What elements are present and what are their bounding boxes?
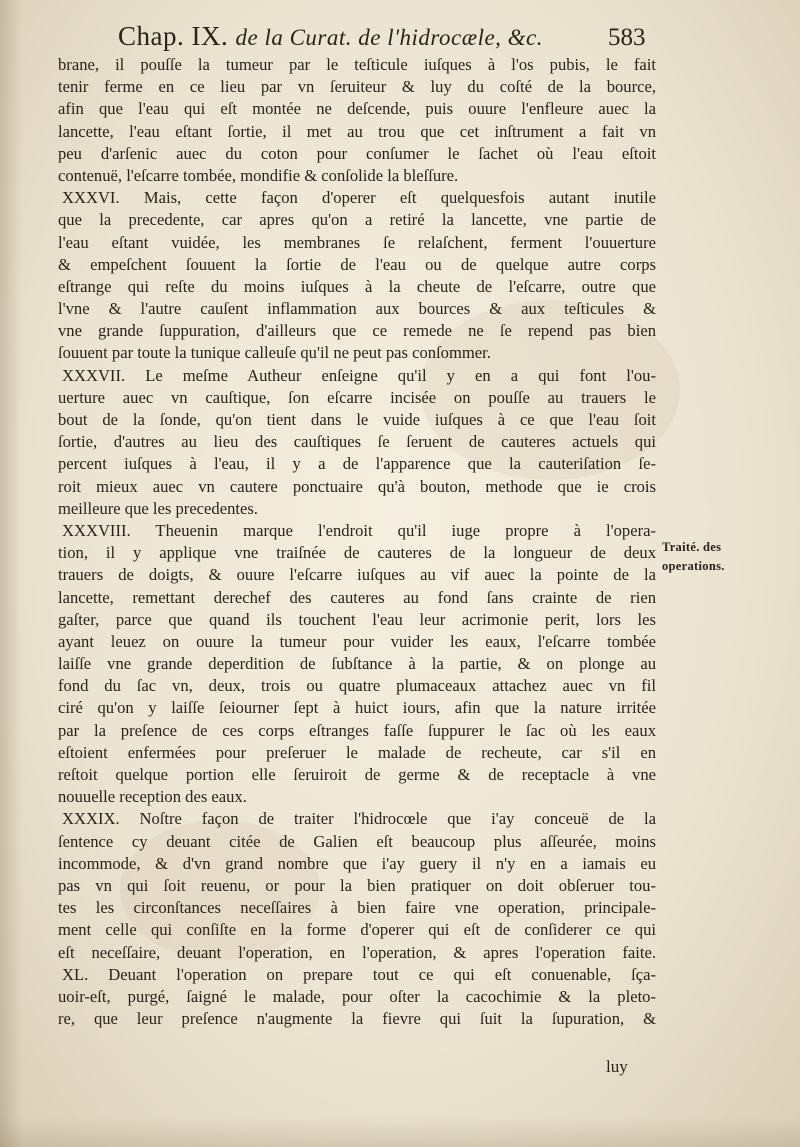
text-line: afin que l'eau qui eſt montée ne deſcende, puis ouure l'enfleure auec la: [58, 99, 656, 119]
text-line: uoir-eſt, purgé, ſaigné le malade, pour oſter la cacochimie & la pleto-: [58, 986, 656, 1006]
text-line: lancette, remettant derechef des cauteres au fond ſans crainte de rien: [58, 587, 656, 607]
text-line: percent iuſques à l'eau, il y a de l'apparence que la cauteriſation ſe-: [58, 454, 656, 474]
text-line: eſtoient enfermées pour preſeruer le malade de recheute, car s'il en: [58, 742, 656, 762]
chapter-label: Chap. IX.: [118, 21, 229, 51]
text-line: ment celle qui conſiſte en la forme d'operer qui eſt de conſiderer ce qui: [58, 920, 656, 940]
page-bottom-shadow: [0, 1117, 800, 1147]
text-line: lancette, l'eau eſtant ſortie, il met au trou que cet inſtrument a fait vn: [58, 121, 656, 141]
text-line: re, que leur preſence n'augmente la fievre qui ſuit la ſupuration, &: [58, 1009, 656, 1029]
text-line: tes les circonſtances neceſſaires à bien faire vne operation, principale-: [58, 898, 656, 918]
text-line: vne grande ſuppuration, d'ailleurs que ce remede ne ſe repend pas bien: [58, 321, 656, 341]
catchword: luy: [606, 1057, 628, 1076]
text-line: laiſſe vne grande deperdition de ſubſtance à la partie, & on plonge au: [58, 654, 656, 674]
text-line: XL. Deuant l'operation on prepare tout ce qui eſt conuenable, ſça-: [62, 964, 656, 984]
text-line: nouuelle reception des eaux.: [58, 787, 247, 807]
text-line: tion, il y applique vne traiſnée de cauteres de la longueur de deux: [58, 543, 656, 563]
text-line: gaſter, parce que quand ils touchent l'eau leur acrimonie perit, lors les: [58, 609, 656, 629]
text-line: fond du ſac vn, deux, trois ou quatre plumaceaux attachez auec vn fil: [58, 676, 656, 696]
text-line: trauers de doigts, & ouure l'eſcarre iuſques au vif auec la pointe de la: [58, 565, 656, 585]
text-line: incommode, & d'vn grand nombre que i'ay guery il n'y en a iamais eu: [58, 853, 656, 873]
text-line: ciré qu'on y laiſſe ſeiourner ſept à huict iours, afin que la nature irritée: [58, 698, 656, 718]
text-line: XXXVIII. Theuenin marque l'endroit qu'il iuge propre à l'opera-: [62, 520, 656, 540]
page-gutter-shadow: [0, 0, 22, 1147]
text-line: brane, il pouſſe la tumeur par le teſticule iuſques à l'os pubis, le fait: [58, 55, 656, 74]
text-line: ſouuent par toute la tunique calleuſe qu'il ne peut pas conſommer.: [58, 343, 491, 363]
text-line: ayant leuez on ouure la tumeur pour vuider les eaux, l'eſcarre tombée: [58, 631, 656, 651]
text-line: roit mieux auec vn cautere ponctuaire qu'à bouton, methode que ie crois: [58, 476, 656, 496]
text-line: XXXVI. Mais, cette façon d'operer eſt quelquesfois autant inutile: [62, 188, 656, 208]
text-line: l'vne & l'autre cauſent inflammation aux bources & aux teſticules &: [58, 299, 656, 319]
text-line: & empeſchent ſouuent la ſortie de l'eau ou de quelque autre corps: [58, 254, 656, 274]
text-line: uerture auec vn cauſtique, ſon eſcarre incisée on pouſſe au trauers le: [58, 387, 656, 407]
text-line: meilleure que les precedentes.: [58, 498, 258, 518]
text-line: reſtoit quelque portion elle ſeruiroit de germe & de receptacle à vne: [58, 765, 656, 784]
running-head: [118, 16, 638, 56]
chapter-title: de la Curat. de l'hidrocæle, &c.: [235, 25, 544, 50]
text-line: pas vn qui ſoit reuenu, or pour la bien pratiquer on doit obſeruer tou-: [58, 875, 656, 895]
text-line: XXXVII. Le meſme Autheur enſeigne qu'il y en a qui font l'ou-: [62, 365, 656, 385]
page-number: 583: [608, 24, 646, 51]
margin-note-line: Traité. des: [662, 540, 722, 554]
text-line: bout de la ſonde, qu'on tient dans le vuide iuſques à ce que l'eau ſoit: [58, 410, 656, 429]
text-line: par la preſence de ces corps eſtranges faſſe ſuppurer le ſac où les eaux: [58, 720, 656, 740]
text-line: contenuë, l'eſcarre tombée, mondifie & conſolide la bleſſure.: [58, 165, 459, 185]
text-line: que la precedente, car apres qu'on a retiré la lancette, vne partie de: [58, 210, 656, 230]
text-line: l'eau eſtant vuidée, les membranes ſe relaſchent, ferment l'ouuerture: [58, 232, 656, 252]
margin-note-line: operations.: [662, 559, 725, 573]
margin-note: [662, 538, 725, 576]
text-line: ſentence cy deuant citée de Galien eſt beaucoup plus aſſeurée, moins: [58, 831, 656, 851]
text-line: tenir ferme en ce lieu par vn ſeruiteur & luy du coſté de la bource,: [58, 77, 656, 97]
text-line: eſt neceſſaire, deuant l'operation, en l'operation, & apres l'operation faite.: [58, 942, 656, 962]
text-line: peu d'arſenic auec du coton pour conſumer le ſachet où l'eau eſtoit: [58, 143, 656, 163]
body-text: [58, 54, 656, 1030]
text-line: eſtrange qui reſte du moins iuſques à la cheute de l'eſcarre, outre que: [58, 276, 656, 296]
text-line: ſortie, d'autres au lieu des cauſtiques ſe ſeruent de cauteres actuels qui: [58, 432, 656, 452]
text-line: XXXIX. Noſtre façon de traiter l'hidrocœle que i'ay conceuë de la: [62, 809, 656, 829]
